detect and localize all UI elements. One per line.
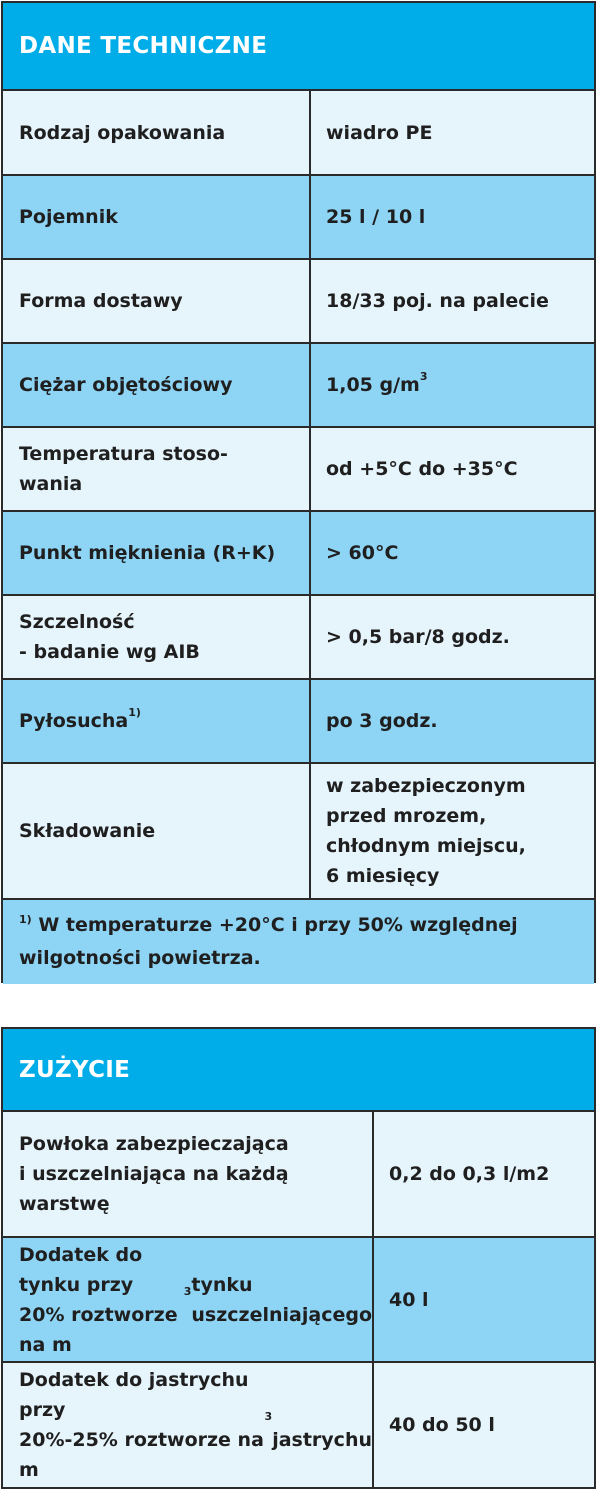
row-value: wiadro PE [326, 121, 433, 144]
row-value: 40 do 50 l [389, 1414, 495, 1436]
row-value: od +5°C do +35°C [326, 458, 518, 480]
row-value: w zabezpieczonym przed mrozem, chłodnym miejscu, 6 miesięcy [326, 775, 526, 887]
row-label: Szczelność - badanie wg AIB [3, 596, 311, 678]
label-text: Dodatek do tynku przy 20% roztworze na m [19, 1243, 178, 1356]
table-row [3, 260, 594, 344]
row-label: Ciężar objętościowy [3, 344, 311, 426]
usage-title: ZUŻYCIE [3, 1029, 594, 1112]
technical-data-title: DANE TECHNICZNE [3, 3, 594, 91]
table-row [3, 512, 594, 596]
row-value: > 60°C [326, 542, 399, 564]
row-label: Rodzaj opakowania [3, 91, 311, 174]
row-label: Temperatura stoso- wania [3, 428, 311, 510]
row-label: Powłoka zabezpieczająca i uszczelniająca na każdą warstwę [3, 1112, 374, 1236]
label-text: jastrychu [272, 1429, 372, 1451]
row-label: Forma dostawy [3, 260, 311, 342]
row-value: 25 l / 10 l [326, 206, 426, 228]
table-row [3, 680, 594, 764]
superscript: 3 [183, 1284, 192, 1298]
row-label [3, 1238, 374, 1361]
row-label: Składowanie [3, 764, 311, 898]
row-label: Punkt mięknienia (R+K) [3, 512, 311, 594]
superscript: 3 [264, 1410, 273, 1423]
label-text: Dodatek do jastrychu przy 20%-25% roztworze na m [19, 1369, 264, 1481]
table-row [3, 1363, 594, 1487]
row-value: 40 l [389, 1288, 429, 1311]
footnote-text: W temperaturze +20°C i przy 50% względnej wilgotności powietrza. [19, 914, 518, 969]
footnote-marker: 1) [19, 913, 32, 926]
label-text: Pyłosucha [19, 710, 129, 732]
table-row [3, 91, 594, 176]
footnote-ref: 1) [128, 706, 141, 719]
row-label [3, 680, 311, 762]
row-value: > 0,5 bar/8 godz. [326, 626, 510, 648]
footnote [3, 900, 594, 984]
technical-data-table [1, 1, 596, 983]
table-row [3, 1238, 594, 1363]
table-row [3, 764, 594, 900]
row-label [3, 1363, 374, 1487]
row-value: 0,2 do 0,3 l/m2 [389, 1163, 550, 1185]
label-text: tynku uszczelniającego [191, 1273, 373, 1326]
row-value: po 3 godz. [326, 710, 438, 732]
table-row [3, 1112, 594, 1238]
table-row [3, 596, 594, 680]
usage-table [1, 1027, 596, 1489]
table-row [3, 176, 594, 260]
row-value: 18/33 poj. na palecie [326, 290, 549, 312]
table-row [3, 428, 594, 512]
superscript: 3 [419, 370, 428, 383]
table-row [3, 344, 594, 428]
row-value [311, 344, 594, 426]
row-label: Pojemnik [3, 176, 311, 258]
value-text: 1,05 g/m [326, 374, 420, 396]
